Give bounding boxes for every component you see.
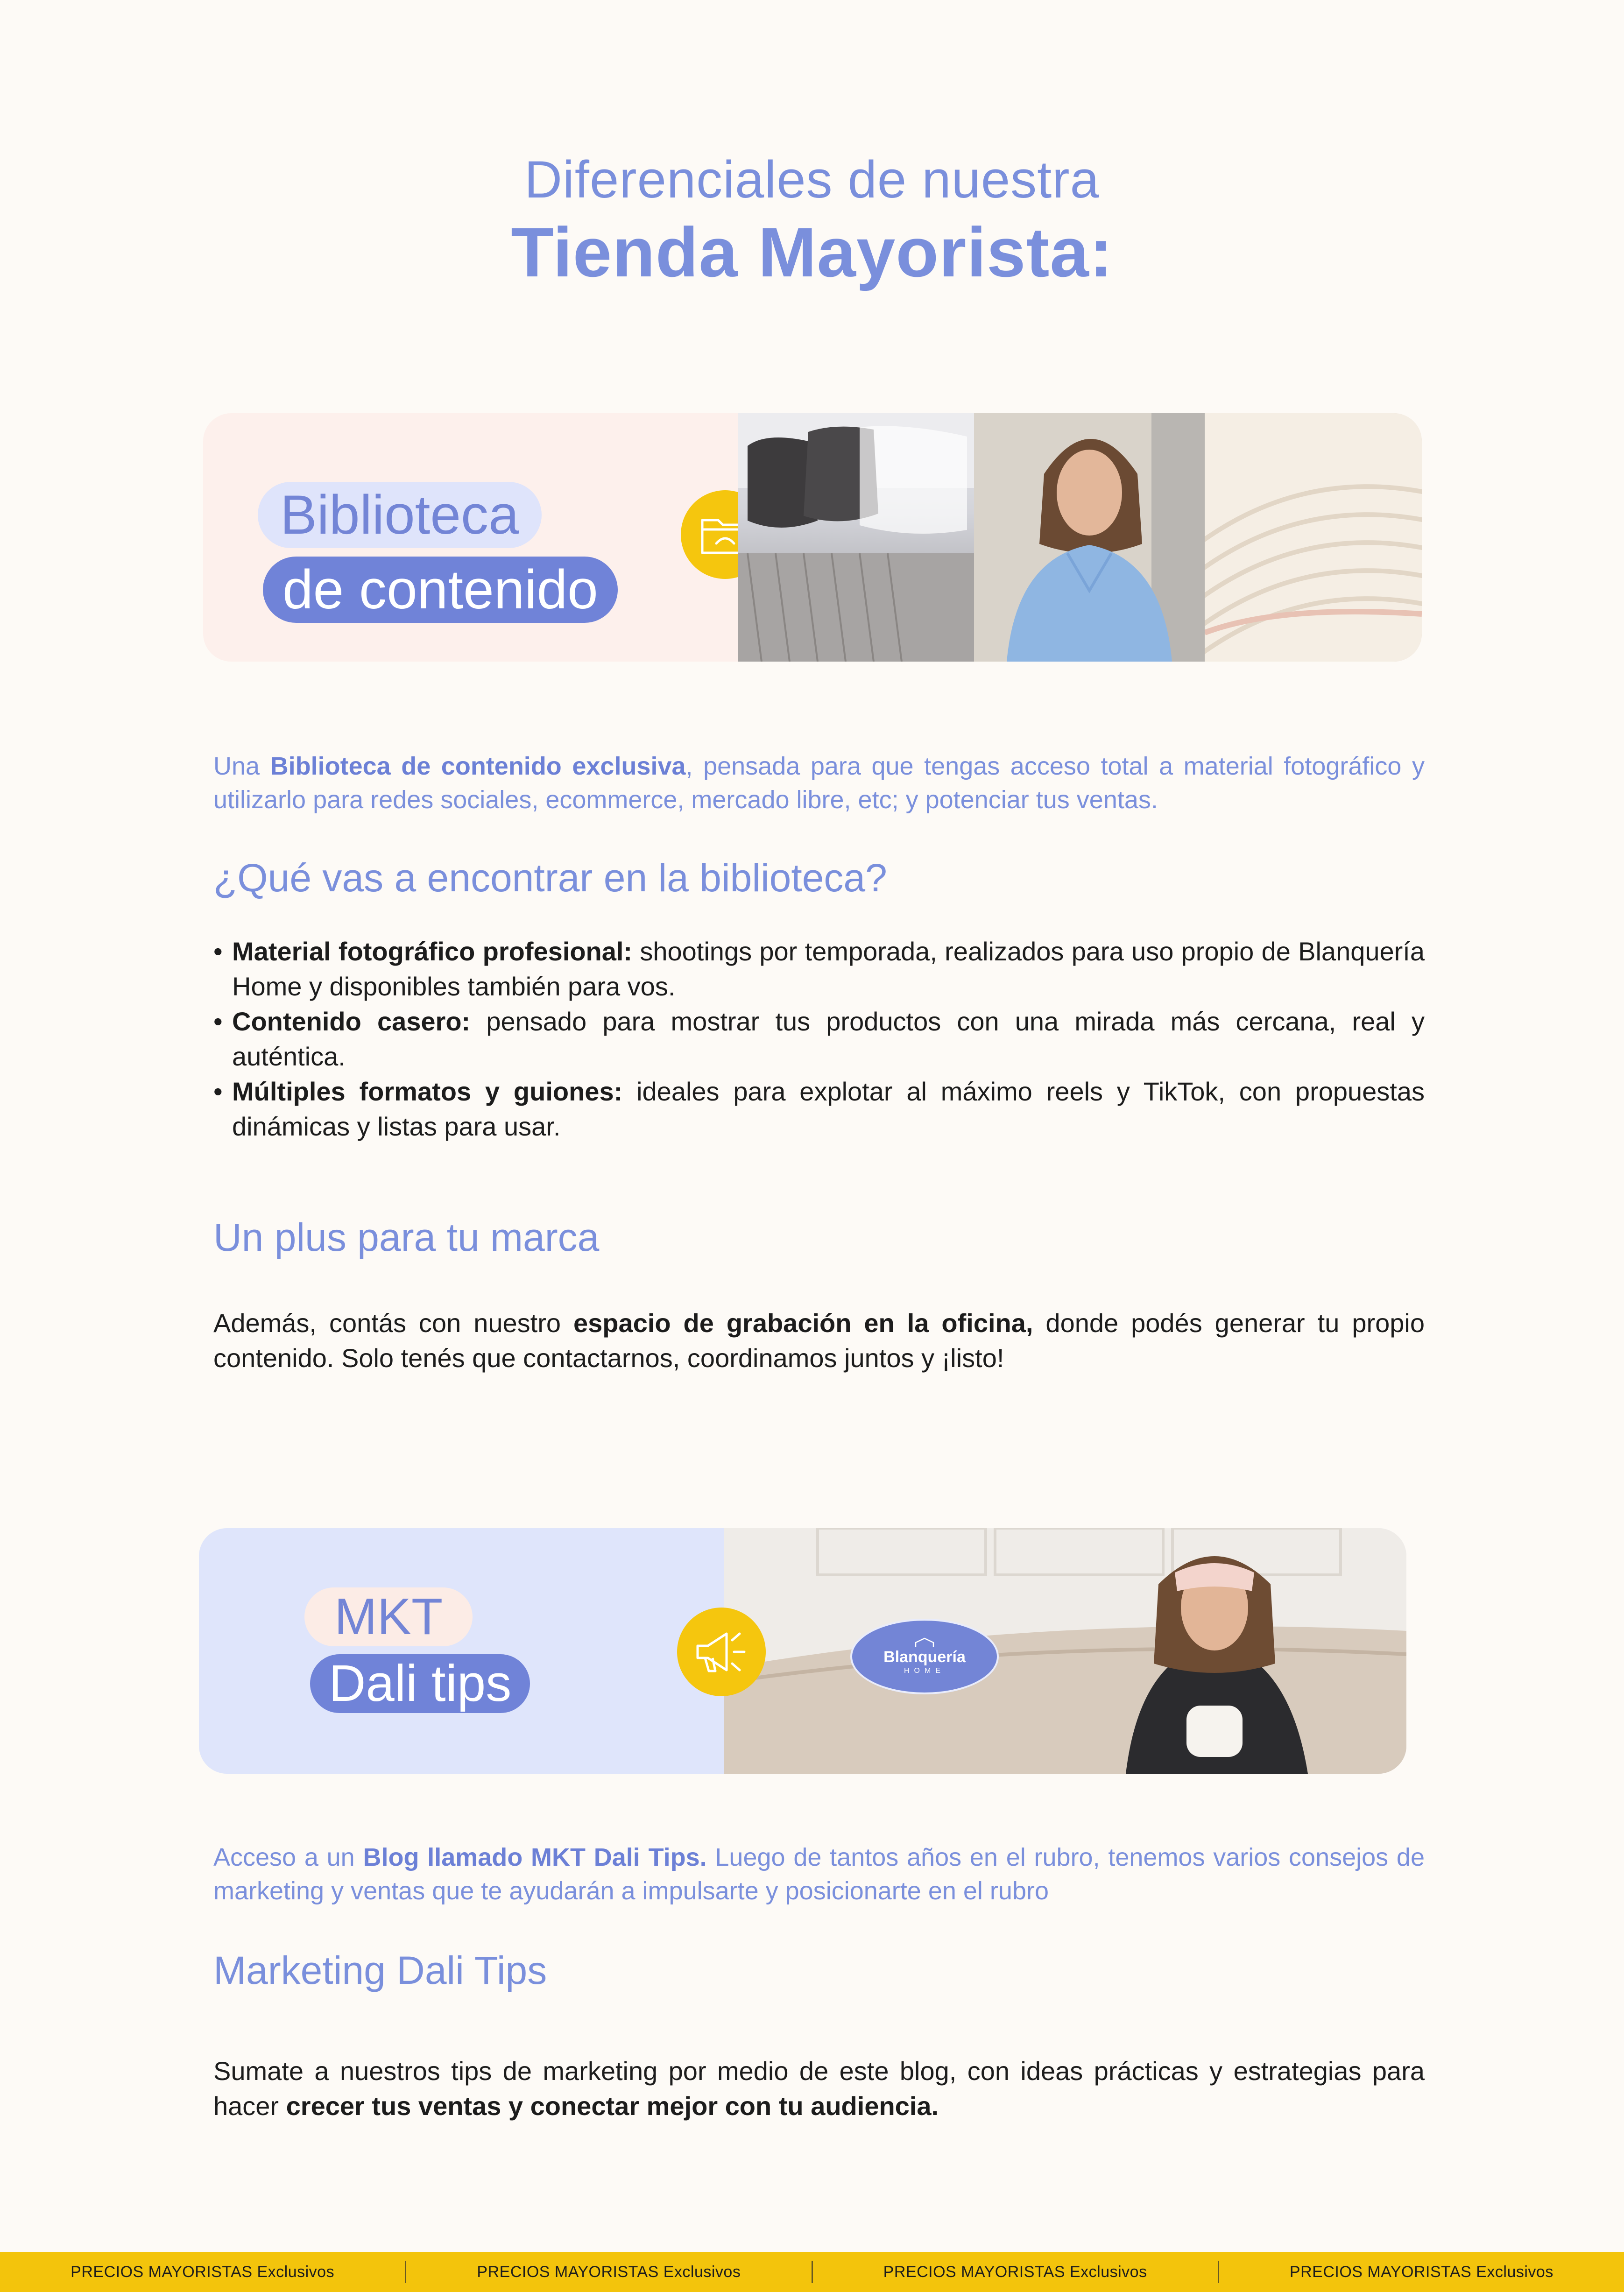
logo-subtitle: HOME	[904, 1667, 945, 1675]
mkt-intro	[213, 1841, 1425, 1908]
footer-divider	[812, 2261, 813, 2283]
marketing-tips-heading: Marketing Dali Tips	[213, 1948, 547, 1992]
biblioteca-intro	[213, 749, 1425, 817]
mkt-intro-start: Acceso a un	[213, 1843, 363, 1871]
blanqueria-logo	[850, 1619, 999, 1694]
intro-text-start: Una	[213, 752, 270, 780]
footer-divider	[405, 2261, 406, 2283]
plus-heading: Un plus para tu marca	[213, 1215, 600, 1259]
footer-divider	[1218, 2261, 1219, 2283]
footer-item: PRECIOS MAYORISTAS Exclusivos	[883, 2263, 1147, 2281]
plus-text-start: Además, contás con nuestro	[213, 1308, 573, 1338]
banner-pill-de-contenido: de contenido	[263, 557, 618, 623]
photo-woman-blue-shirt	[974, 413, 1205, 662]
bullet-text: pensado para mostrar tus productos con una mirada más cercana, real y auténtica.	[232, 1007, 1425, 1071]
bullet-bold: Múltiples formatos y guiones:	[232, 1077, 623, 1106]
banner-pill-dali-tips: Dali tips	[310, 1654, 530, 1713]
house-icon	[914, 1637, 935, 1648]
plus-text-rest: donde podés generar tu propio contenido. Solo tenés que contactarnos, coordinamos juntos y ¡listo!	[213, 1308, 1425, 1373]
intro-text-rest: , pensada para que tengas acceso total a material fotográfico y utilizarlo para redes sociales, ecommerce, mercado libre, etc; y potenciar tus ventas.	[213, 752, 1425, 814]
page-title	[0, 149, 1624, 294]
plus-paragraph	[213, 1305, 1425, 1375]
footer-banner	[0, 2252, 1624, 2292]
photo-blanket	[1205, 413, 1422, 662]
mkt-dali-banner	[199, 1528, 1406, 1774]
tips-text-bold: crecer tus ventas y conectar mejor con tu audiencia.	[286, 2091, 939, 2121]
banner-pill-mkt: MKT	[304, 1587, 473, 1646]
intro-text-bold: Biblioteca de contenido exclusiva	[270, 752, 686, 780]
bullet-text: ideales para explotar al máximo reels y TikTok, con propuestas dinámicas y listas para usar.	[232, 1077, 1425, 1141]
footer-item: PRECIOS MAYORISTAS Exclusivos	[477, 2263, 741, 2281]
bullet-bold: Material fotográfico profesional:	[232, 937, 633, 966]
list-item	[213, 1074, 1425, 1144]
biblioteca-question-heading: ¿Qué vas a encontrar en la biblioteca?	[213, 856, 887, 900]
title-line-2: Tienda Mayorista:	[511, 213, 1113, 291]
megaphone-icon	[677, 1608, 766, 1696]
footer-item: PRECIOS MAYORISTAS Exclusivos	[1289, 2263, 1553, 2281]
list-item	[213, 934, 1425, 1004]
plus-text-bold: espacio de grabación en la oficina,	[573, 1308, 1033, 1338]
mkt-intro-rest: Luego de tantos años en el rubro, tenemos varios consejos de marketing y ventas que te ayudarán a impulsarte y posicionarte en el rubro	[213, 1843, 1425, 1905]
logo-name: Blanquería	[883, 1648, 966, 1666]
title-line-1: Diferenciales de nuestra	[524, 150, 1100, 209]
bullet-bold: Contenido casero:	[232, 1007, 471, 1036]
photo-pillows	[738, 413, 974, 662]
tips-text-start: Sumate a nuestros tips de marketing por medio de este blog, con ideas prácticas y estrategias para hacer	[213, 2056, 1425, 2121]
biblioteca-bullet-list	[213, 934, 1425, 1144]
biblioteca-banner	[203, 413, 1422, 662]
photo-woman-sofa	[724, 1528, 1406, 1774]
mkt-intro-bold: Blog llamado MKT Dali Tips.	[363, 1843, 707, 1871]
marketing-tips-paragraph	[213, 2053, 1425, 2123]
footer-item: PRECIOS MAYORISTAS Exclusivos	[71, 2263, 335, 2281]
list-item	[213, 1004, 1425, 1074]
banner-pill-biblioteca: Biblioteca	[258, 482, 542, 548]
bullet-text: shootings por temporada, realizados para uso propio de Blanquería Home y disponibles también para vos.	[232, 937, 1425, 1001]
